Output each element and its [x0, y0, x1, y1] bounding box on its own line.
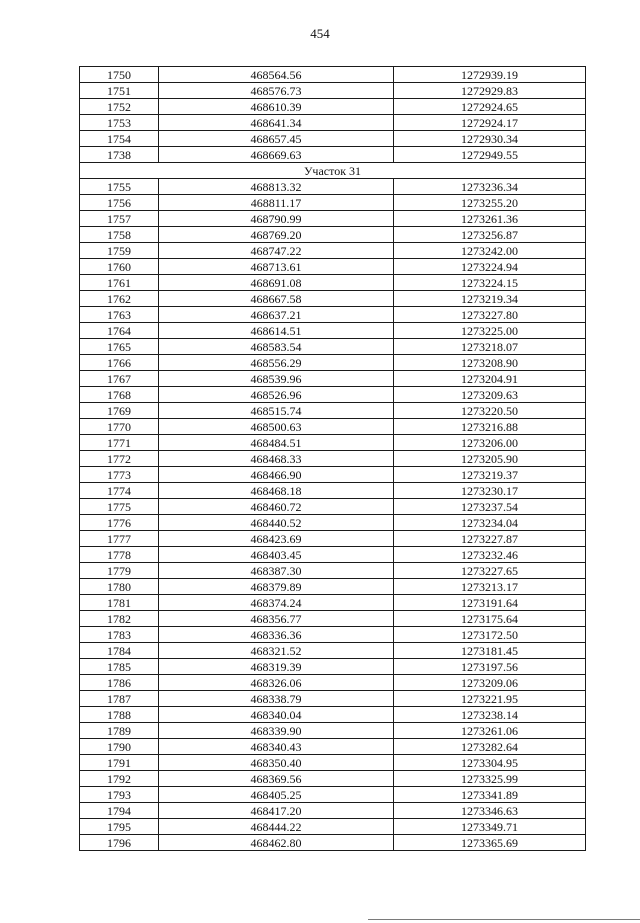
point-number-cell: 1795	[80, 819, 159, 835]
table-row	[80, 115, 586, 131]
x-coordinate-cell: 468790.99	[159, 211, 394, 227]
y-coordinate-cell: 1273206.00	[394, 435, 586, 451]
point-number-cell: 1787	[80, 691, 159, 707]
x-coordinate-cell: 468462.80	[159, 835, 394, 851]
y-coordinate-cell: 1273227.65	[394, 563, 586, 579]
table-row	[80, 291, 586, 307]
point-number-cell: 1777	[80, 531, 159, 547]
y-coordinate-cell: 1273341.89	[394, 787, 586, 803]
x-coordinate-cell: 468379.89	[159, 579, 394, 595]
y-coordinate-cell: 1273209.06	[394, 675, 586, 691]
table-row	[80, 611, 586, 627]
point-number-cell: 1779	[80, 563, 159, 579]
y-coordinate-cell: 1273255.20	[394, 195, 586, 211]
x-coordinate-cell: 468444.22	[159, 819, 394, 835]
x-coordinate-cell: 468466.90	[159, 467, 394, 483]
table-row	[80, 739, 586, 755]
x-coordinate-cell: 468340.43	[159, 739, 394, 755]
y-coordinate-cell: 1273218.07	[394, 339, 586, 355]
point-number-cell: 1757	[80, 211, 159, 227]
y-coordinate-cell: 1273175.64	[394, 611, 586, 627]
table-row	[80, 147, 586, 163]
point-number-cell: 1752	[80, 99, 159, 115]
y-coordinate-cell: 1273216.88	[394, 419, 586, 435]
y-coordinate-cell: 1273204.91	[394, 371, 586, 387]
point-number-cell: 1760	[80, 259, 159, 275]
table-row	[80, 339, 586, 355]
x-coordinate-cell: 468356.77	[159, 611, 394, 627]
x-coordinate-cell: 468423.69	[159, 531, 394, 547]
point-number-cell: 1756	[80, 195, 159, 211]
point-number-cell: 1790	[80, 739, 159, 755]
x-coordinate-cell: 468669.63	[159, 147, 394, 163]
y-coordinate-cell: 1272949.55	[394, 147, 586, 163]
y-coordinate-cell: 1273242.00	[394, 243, 586, 259]
point-number-cell: 1761	[80, 275, 159, 291]
y-coordinate-cell: 1273256.87	[394, 227, 586, 243]
y-coordinate-cell: 1272930.34	[394, 131, 586, 147]
table-row	[80, 419, 586, 435]
y-coordinate-cell: 1273238.14	[394, 707, 586, 723]
y-coordinate-cell: 1272924.65	[394, 99, 586, 115]
table-row	[80, 787, 586, 803]
page-number: 454	[310, 26, 330, 41]
point-number-cell: 1789	[80, 723, 159, 739]
point-number-cell: 1792	[80, 771, 159, 787]
x-coordinate-cell: 468641.34	[159, 115, 394, 131]
table-row	[80, 243, 586, 259]
x-coordinate-cell: 468321.52	[159, 643, 394, 659]
x-coordinate-cell: 468440.52	[159, 515, 394, 531]
y-coordinate-cell: 1273221.95	[394, 691, 586, 707]
y-coordinate-cell: 1273365.69	[394, 835, 586, 851]
y-coordinate-cell: 1273181.45	[394, 643, 586, 659]
x-coordinate-cell: 468339.90	[159, 723, 394, 739]
point-number-cell: 1793	[80, 787, 159, 803]
table-row	[80, 755, 586, 771]
y-coordinate-cell: 1273230.17	[394, 483, 586, 499]
table-row	[80, 355, 586, 371]
point-number-cell: 1791	[80, 755, 159, 771]
x-coordinate-cell: 468811.17	[159, 195, 394, 211]
x-coordinate-cell: 468405.25	[159, 787, 394, 803]
x-coordinate-cell: 468350.40	[159, 755, 394, 771]
point-number-cell: 1750	[80, 67, 159, 83]
section-title: Участок 31	[80, 163, 586, 179]
point-number-cell: 1776	[80, 515, 159, 531]
point-number-cell: 1783	[80, 627, 159, 643]
y-coordinate-cell: 1273225.00	[394, 323, 586, 339]
table-row	[80, 707, 586, 723]
point-number-cell: 1773	[80, 467, 159, 483]
y-coordinate-cell: 1273346.63	[394, 803, 586, 819]
table-row	[80, 179, 586, 195]
y-coordinate-cell: 1273219.34	[394, 291, 586, 307]
x-coordinate-cell: 468500.63	[159, 419, 394, 435]
section-header-row	[80, 163, 586, 179]
table-row	[80, 627, 586, 643]
coordinates-table	[79, 66, 586, 851]
point-number-cell: 1738	[80, 147, 159, 163]
y-coordinate-cell: 1273205.90	[394, 451, 586, 467]
table-row	[80, 819, 586, 835]
x-coordinate-cell: 468713.61	[159, 259, 394, 275]
x-coordinate-cell: 468515.74	[159, 403, 394, 419]
table-row	[80, 675, 586, 691]
y-coordinate-cell: 1273261.36	[394, 211, 586, 227]
point-number-cell: 1771	[80, 435, 159, 451]
point-number-cell: 1764	[80, 323, 159, 339]
table-row	[80, 387, 586, 403]
x-coordinate-cell: 468813.32	[159, 179, 394, 195]
table-row	[80, 499, 586, 515]
point-number-cell: 1782	[80, 611, 159, 627]
table-row	[80, 403, 586, 419]
table-row	[80, 723, 586, 739]
point-number-cell: 1794	[80, 803, 159, 819]
y-coordinate-cell: 1273224.94	[394, 259, 586, 275]
point-number-cell: 1754	[80, 131, 159, 147]
table-row	[80, 227, 586, 243]
table-row	[80, 835, 586, 851]
y-coordinate-cell: 1273349.71	[394, 819, 586, 835]
table-row	[80, 211, 586, 227]
point-number-cell: 1753	[80, 115, 159, 131]
x-coordinate-cell: 468747.22	[159, 243, 394, 259]
x-coordinate-cell: 468326.06	[159, 675, 394, 691]
scan-edge-line	[368, 919, 640, 920]
y-coordinate-cell: 1272939.19	[394, 67, 586, 83]
table-row	[80, 691, 586, 707]
y-coordinate-cell: 1273220.50	[394, 403, 586, 419]
table-row	[80, 531, 586, 547]
x-coordinate-cell: 468564.56	[159, 67, 394, 83]
y-coordinate-cell: 1273234.04	[394, 515, 586, 531]
x-coordinate-cell: 468614.51	[159, 323, 394, 339]
point-number-cell: 1772	[80, 451, 159, 467]
x-coordinate-cell: 468769.20	[159, 227, 394, 243]
y-coordinate-cell: 1273261.06	[394, 723, 586, 739]
table-row	[80, 467, 586, 483]
x-coordinate-cell: 468338.79	[159, 691, 394, 707]
table-row	[80, 67, 586, 83]
x-coordinate-cell: 468460.72	[159, 499, 394, 515]
table-row	[80, 307, 586, 323]
x-coordinate-cell: 468374.24	[159, 595, 394, 611]
point-number-cell: 1768	[80, 387, 159, 403]
y-coordinate-cell: 1273208.90	[394, 355, 586, 371]
point-number-cell: 1766	[80, 355, 159, 371]
x-coordinate-cell: 468387.30	[159, 563, 394, 579]
point-number-cell: 1788	[80, 707, 159, 723]
y-coordinate-cell: 1273209.63	[394, 387, 586, 403]
x-coordinate-cell: 468403.45	[159, 547, 394, 563]
y-coordinate-cell: 1273236.34	[394, 179, 586, 195]
point-number-cell: 1759	[80, 243, 159, 259]
x-coordinate-cell: 468610.39	[159, 99, 394, 115]
coordinates-table-body	[80, 67, 586, 851]
table-row	[80, 563, 586, 579]
point-number-cell: 1758	[80, 227, 159, 243]
x-coordinate-cell: 468637.21	[159, 307, 394, 323]
x-coordinate-cell: 468319.39	[159, 659, 394, 675]
point-number-cell: 1785	[80, 659, 159, 675]
y-coordinate-cell: 1273304.95	[394, 755, 586, 771]
point-number-cell: 1778	[80, 547, 159, 563]
y-coordinate-cell: 1273282.64	[394, 739, 586, 755]
y-coordinate-cell: 1273232.46	[394, 547, 586, 563]
table-row	[80, 659, 586, 675]
x-coordinate-cell: 468340.04	[159, 707, 394, 723]
x-coordinate-cell: 468556.29	[159, 355, 394, 371]
point-number-cell: 1769	[80, 403, 159, 419]
x-coordinate-cell: 468576.73	[159, 83, 394, 99]
table-row	[80, 435, 586, 451]
table-row	[80, 323, 586, 339]
table-row	[80, 515, 586, 531]
table-row	[80, 483, 586, 499]
y-coordinate-cell: 1273227.80	[394, 307, 586, 323]
x-coordinate-cell: 468691.08	[159, 275, 394, 291]
point-number-cell: 1765	[80, 339, 159, 355]
table-row	[80, 131, 586, 147]
table-row	[80, 99, 586, 115]
y-coordinate-cell: 1273237.54	[394, 499, 586, 515]
x-coordinate-cell: 468526.96	[159, 387, 394, 403]
point-number-cell: 1755	[80, 179, 159, 195]
point-number-cell: 1781	[80, 595, 159, 611]
point-number-cell: 1762	[80, 291, 159, 307]
point-number-cell: 1780	[80, 579, 159, 595]
table-row	[80, 595, 586, 611]
y-coordinate-cell: 1272929.83	[394, 83, 586, 99]
x-coordinate-cell: 468369.56	[159, 771, 394, 787]
table-row	[80, 275, 586, 291]
y-coordinate-cell: 1273191.64	[394, 595, 586, 611]
point-number-cell: 1770	[80, 419, 159, 435]
x-coordinate-cell: 468417.20	[159, 803, 394, 819]
point-number-cell: 1786	[80, 675, 159, 691]
point-number-cell: 1774	[80, 483, 159, 499]
table-row	[80, 547, 586, 563]
table-row	[80, 371, 586, 387]
table-row	[80, 259, 586, 275]
y-coordinate-cell: 1273213.17	[394, 579, 586, 595]
table-row	[80, 643, 586, 659]
x-coordinate-cell: 468336.36	[159, 627, 394, 643]
table-row	[80, 195, 586, 211]
y-coordinate-cell: 1273325.99	[394, 771, 586, 787]
x-coordinate-cell: 468484.51	[159, 435, 394, 451]
point-number-cell: 1784	[80, 643, 159, 659]
x-coordinate-cell: 468468.33	[159, 451, 394, 467]
y-coordinate-cell: 1273197.56	[394, 659, 586, 675]
x-coordinate-cell: 468657.45	[159, 131, 394, 147]
x-coordinate-cell: 468539.96	[159, 371, 394, 387]
point-number-cell: 1767	[80, 371, 159, 387]
point-number-cell: 1763	[80, 307, 159, 323]
table-row	[80, 451, 586, 467]
x-coordinate-cell: 468468.18	[159, 483, 394, 499]
point-number-cell: 1775	[80, 499, 159, 515]
table-row	[80, 579, 586, 595]
y-coordinate-cell: 1273227.87	[394, 531, 586, 547]
y-coordinate-cell: 1273219.37	[394, 467, 586, 483]
table-row	[80, 771, 586, 787]
y-coordinate-cell: 1273224.15	[394, 275, 586, 291]
table-row	[80, 803, 586, 819]
y-coordinate-cell: 1273172.50	[394, 627, 586, 643]
y-coordinate-cell: 1272924.17	[394, 115, 586, 131]
point-number-cell: 1751	[80, 83, 159, 99]
x-coordinate-cell: 468583.54	[159, 339, 394, 355]
point-number-cell: 1796	[80, 835, 159, 851]
x-coordinate-cell: 468667.58	[159, 291, 394, 307]
table-row	[80, 83, 586, 99]
